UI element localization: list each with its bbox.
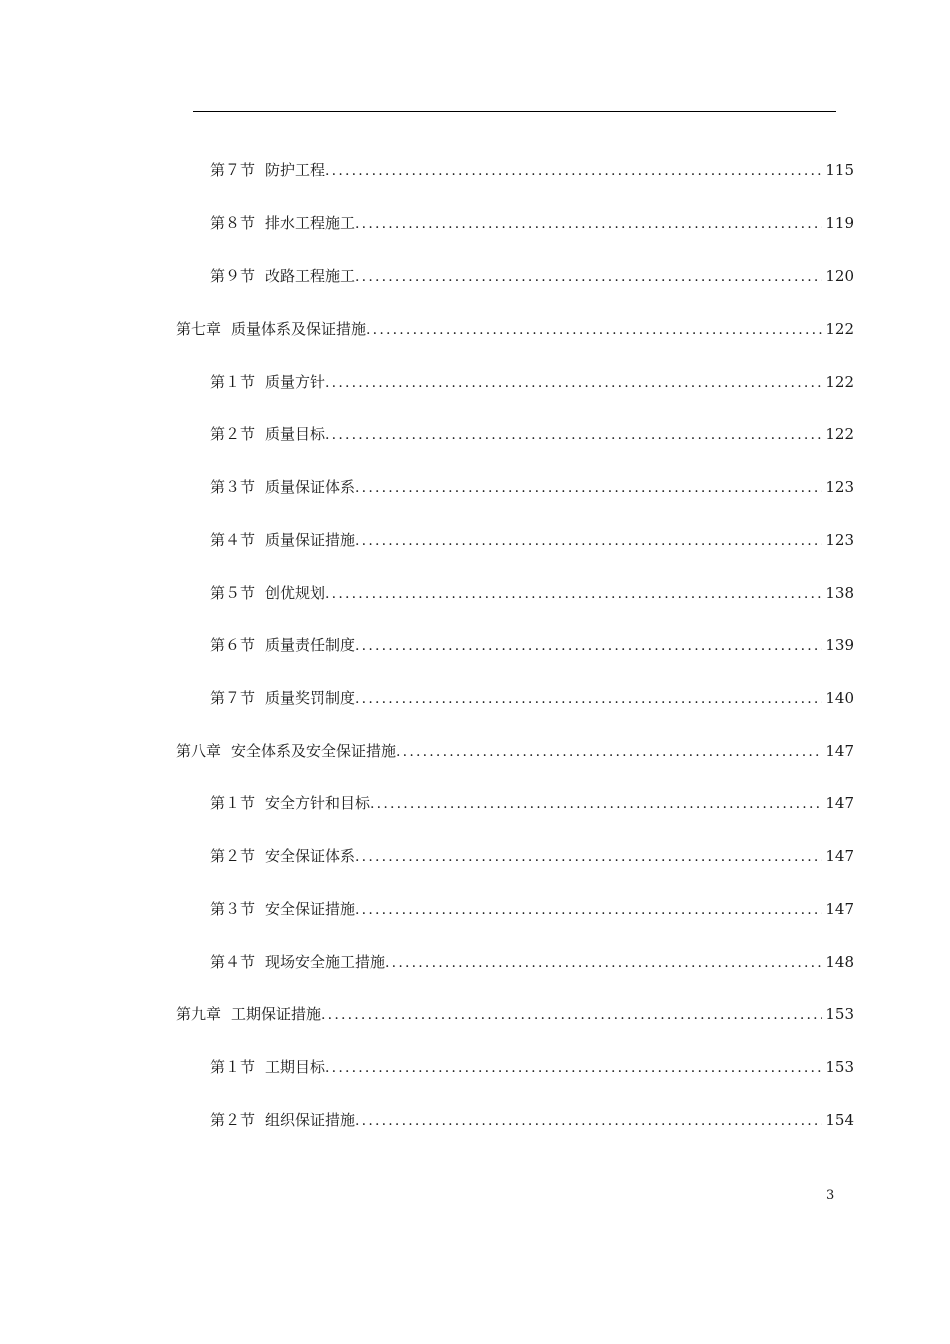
toc-dot-leader bbox=[355, 1109, 822, 1133]
toc-entry[interactable] bbox=[210, 633, 854, 657]
toc-entry-page: 119 bbox=[825, 214, 854, 232]
toc-entry[interactable] bbox=[210, 950, 854, 974]
toc-entry-title: 质量责任制度 bbox=[265, 636, 356, 654]
toc-entry-page: 139 bbox=[825, 636, 854, 654]
toc-entry-title: 安全体系及安全保证措施 bbox=[231, 742, 397, 760]
toc-entry-title: 安全保证体系 bbox=[265, 847, 356, 865]
toc-dot-leader bbox=[396, 740, 822, 764]
toc-dot-leader bbox=[355, 529, 822, 553]
toc-entry-page: 122 bbox=[825, 373, 854, 391]
toc-entry[interactable] bbox=[210, 1055, 854, 1079]
toc-entry-title: 质量保证措施 bbox=[265, 531, 356, 549]
toc-entry-label: 第７节 bbox=[210, 161, 256, 179]
toc-entry-title: 质量保证体系 bbox=[265, 478, 356, 496]
toc-entry[interactable] bbox=[210, 211, 854, 235]
toc-dot-leader bbox=[355, 476, 822, 500]
toc-entry-page: 147 bbox=[825, 847, 854, 865]
toc-dot-leader bbox=[325, 371, 822, 395]
toc-entry-page: 147 bbox=[825, 794, 854, 812]
toc-entry-page: 154 bbox=[825, 1111, 854, 1129]
toc-dot-leader bbox=[366, 318, 822, 342]
toc-entry-title: 改路工程施工 bbox=[265, 267, 356, 285]
toc-entry-label: 第４节 bbox=[210, 531, 256, 549]
toc-entry-page: 148 bbox=[825, 953, 854, 971]
toc-entry[interactable] bbox=[210, 686, 854, 710]
toc-entry[interactable] bbox=[210, 422, 854, 446]
toc-entry[interactable] bbox=[210, 158, 854, 182]
toc-dot-leader bbox=[355, 845, 822, 869]
toc-entry[interactable] bbox=[210, 264, 854, 288]
toc-entry[interactable] bbox=[210, 897, 854, 921]
toc-entry-label: 第２节 bbox=[210, 1111, 256, 1129]
toc-entry-title: 排水工程施工 bbox=[265, 214, 356, 232]
toc-entry[interactable] bbox=[210, 791, 854, 815]
toc-dot-leader bbox=[325, 1056, 822, 1080]
toc-dot-leader bbox=[355, 634, 822, 658]
toc-entry-page: 138 bbox=[825, 584, 854, 602]
toc-entry-title: 安全保证措施 bbox=[265, 900, 356, 918]
toc-dot-leader bbox=[355, 898, 822, 922]
toc-entry[interactable] bbox=[210, 370, 854, 394]
toc-entry-title: 质量目标 bbox=[265, 425, 326, 443]
toc-entry-title: 工期保证措施 bbox=[231, 1005, 322, 1023]
toc-entry-page: 147 bbox=[825, 742, 854, 760]
toc-chapter-entry[interactable] bbox=[176, 1002, 854, 1026]
toc-entry-title: 创优规划 bbox=[265, 584, 326, 602]
toc-entry-page: 153 bbox=[825, 1005, 854, 1023]
toc-entry-page: 153 bbox=[825, 1058, 854, 1076]
toc-dot-leader bbox=[355, 265, 822, 289]
toc-dot-leader bbox=[355, 687, 822, 711]
footer-page-number: 3 bbox=[826, 1188, 835, 1203]
toc-entry-title: 质量方针 bbox=[265, 373, 326, 391]
toc-entry-label: 第５节 bbox=[210, 584, 256, 602]
toc-entry-label: 第７节 bbox=[210, 689, 256, 707]
toc-entry[interactable] bbox=[210, 844, 854, 868]
toc-dot-leader bbox=[325, 423, 822, 447]
toc-entry[interactable] bbox=[210, 528, 854, 552]
toc-entry-label: 第４节 bbox=[210, 953, 256, 971]
toc-entry-title: 工期目标 bbox=[265, 1058, 326, 1076]
toc-dot-leader bbox=[355, 212, 822, 236]
toc-entry-label: 第２节 bbox=[210, 847, 256, 865]
toc-entry-label: 第１节 bbox=[210, 1058, 256, 1076]
toc-entry[interactable] bbox=[210, 1108, 854, 1132]
toc-entry-label: 第八章 bbox=[176, 742, 222, 760]
toc-entry-title: 质量奖罚制度 bbox=[265, 689, 356, 707]
toc-entry-label: 第１节 bbox=[210, 373, 256, 391]
toc-entry-label: 第６节 bbox=[210, 636, 256, 654]
toc-chapter-entry[interactable] bbox=[176, 739, 854, 763]
toc-entry-page: 123 bbox=[825, 531, 854, 549]
toc-dot-leader bbox=[385, 951, 822, 975]
toc-entry-label: 第９节 bbox=[210, 267, 256, 285]
toc-dot-leader bbox=[321, 1003, 822, 1027]
toc-entry-page: 115 bbox=[825, 161, 854, 179]
toc-entry-page: 140 bbox=[825, 689, 854, 707]
toc-entry-page: 122 bbox=[825, 320, 854, 338]
toc-entry-title: 质量体系及保证措施 bbox=[231, 320, 367, 338]
toc-entry-label: 第七章 bbox=[176, 320, 222, 338]
toc-entry-title: 现场安全施工措施 bbox=[265, 953, 386, 971]
toc-entry[interactable] bbox=[210, 581, 854, 605]
toc-entry-page: 147 bbox=[825, 900, 854, 918]
toc-chapter-entry[interactable] bbox=[176, 317, 854, 341]
toc-entry-label: 第３节 bbox=[210, 478, 256, 496]
toc-entry-page: 123 bbox=[825, 478, 854, 496]
toc-entry-title: 防护工程 bbox=[265, 161, 326, 179]
toc-entry-label: 第２节 bbox=[210, 425, 256, 443]
toc-entry-page: 122 bbox=[825, 425, 854, 443]
toc-dot-leader bbox=[325, 582, 822, 606]
toc-dot-leader bbox=[325, 159, 822, 183]
toc-dot-leader bbox=[370, 792, 822, 816]
toc-entry-title: 安全方针和目标 bbox=[265, 794, 371, 812]
toc-entry-label: 第１节 bbox=[210, 794, 256, 812]
toc-entry[interactable] bbox=[210, 475, 854, 499]
toc-entry-page: 120 bbox=[825, 267, 854, 285]
toc-entry-title: 组织保证措施 bbox=[265, 1111, 356, 1129]
toc-entry-label: 第３节 bbox=[210, 900, 256, 918]
toc-entry-label: 第九章 bbox=[176, 1005, 222, 1023]
toc-entry-label: 第８节 bbox=[210, 214, 256, 232]
